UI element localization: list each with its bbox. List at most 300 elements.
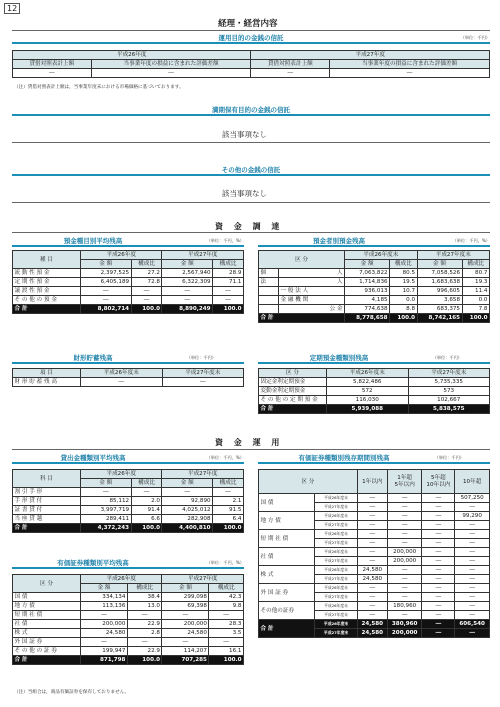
maturity-cell: ― bbox=[422, 611, 455, 620]
maturity-cell: ― bbox=[422, 503, 455, 512]
sec-type-unit: （単位：千円，%） bbox=[206, 560, 244, 565]
loan-type-table bbox=[12, 469, 244, 533]
table-cell: ― bbox=[209, 638, 244, 647]
maturity-cell: ― bbox=[357, 548, 387, 557]
table-cell: 変動金利定期預金 bbox=[259, 387, 327, 396]
dep-type-amt: 金 額 bbox=[81, 260, 132, 269]
loan-type-amt: 金 額 bbox=[162, 479, 213, 488]
table-cell: 200,000 bbox=[162, 620, 209, 629]
sum-cell: 合 計 bbox=[259, 314, 345, 323]
sum-cell: 合 計 bbox=[259, 405, 327, 414]
maturity-cell: ― bbox=[357, 521, 387, 530]
maturity-cell: ― bbox=[422, 593, 455, 602]
sec-type-amt: 金 額 bbox=[81, 584, 128, 593]
table-cell: ― bbox=[213, 488, 244, 497]
maturity-period-label: 平成26年度末 bbox=[315, 530, 357, 539]
table-cell: 地 方 債 bbox=[13, 602, 81, 611]
table-cell: 38.4 bbox=[127, 593, 162, 602]
maturity-cell: ― bbox=[387, 512, 422, 521]
maturity-period-label: 平成27年度末 bbox=[315, 575, 357, 584]
sum-cell: 100.0 bbox=[131, 524, 162, 533]
bond-header bbox=[12, 352, 244, 364]
maturity-col: 5年超 10年以内 bbox=[422, 470, 455, 494]
time-dep-title: 定期預金種類別残高 bbox=[309, 354, 369, 362]
sum-cell: 100.0 bbox=[127, 656, 162, 665]
table-cell: ― bbox=[209, 611, 244, 620]
dep-holder-table bbox=[258, 250, 490, 323]
table-cell: 2.1 bbox=[213, 497, 244, 506]
table-row bbox=[259, 566, 490, 575]
table-cell: ― bbox=[127, 611, 162, 620]
bond-unit: （単位：千円） bbox=[186, 355, 216, 360]
table-cell: 1,683,638 bbox=[417, 278, 462, 287]
maturity-cell: 180,960 bbox=[387, 602, 422, 611]
table-cell: そ の 他 の 預 金 bbox=[13, 296, 81, 305]
maturity-period-label: 平成26年度末 bbox=[315, 584, 357, 593]
maturity-cell: ― bbox=[357, 539, 387, 548]
table-cell: 10.7 bbox=[390, 287, 417, 296]
table-cell: 4,185 bbox=[345, 296, 390, 305]
maturity-cell: ― bbox=[357, 494, 387, 503]
maturity-cell: ― bbox=[422, 530, 455, 539]
table-cell: 24,580 bbox=[81, 629, 128, 638]
sec-type-amt: 金 額 bbox=[162, 584, 209, 593]
dep-type-h26: 平成26年度 bbox=[81, 251, 162, 260]
table-cell: 法 bbox=[259, 278, 279, 287]
table-cell: 19.3 bbox=[462, 278, 490, 287]
maturity-cell: 200,000 bbox=[387, 548, 422, 557]
maturity-cell: ― bbox=[357, 512, 387, 521]
table-cell: 国 債 bbox=[13, 593, 81, 602]
table-cell: 91.4 bbox=[131, 506, 162, 515]
sum-cell: 5,838,575 bbox=[408, 405, 490, 414]
time-dep-col: 平成27年度末 bbox=[408, 369, 490, 378]
maturity-cell: ― bbox=[455, 611, 490, 620]
maturity-period-label: 平成26年度末 bbox=[315, 512, 357, 521]
fair-col: 当事業年度の損益に含まれた評価差額 bbox=[91, 60, 251, 69]
maturity-cell: ― bbox=[422, 602, 455, 611]
other-text: 該当事項なし bbox=[222, 189, 267, 198]
table-cell: 996,605 bbox=[417, 287, 462, 296]
maturity-col: 10年超 bbox=[455, 470, 490, 494]
hold-text: 該当事項なし bbox=[222, 130, 267, 139]
dep-holder-header bbox=[258, 235, 490, 247]
table-cell: 8.8 bbox=[390, 305, 417, 314]
table-cell: 2,567,940 bbox=[162, 269, 213, 278]
maturity-row-name: 社 債 bbox=[259, 548, 315, 566]
time-dep-header bbox=[258, 352, 490, 364]
maturity-cell: ― bbox=[387, 521, 422, 530]
table-cell: 80.7 bbox=[462, 269, 490, 278]
loan-type-title: 貸出金種類別平均残高 bbox=[60, 454, 126, 462]
sec-type-title: 有価証券種類別平均残高 bbox=[57, 559, 129, 567]
maturity-cell: ― bbox=[455, 602, 490, 611]
table-cell: 流 動 性 預 金 bbox=[13, 269, 81, 278]
maturity-cell: ― bbox=[387, 593, 422, 602]
maturity-period-label: 平成27年度末 bbox=[315, 557, 357, 566]
fair-note: （注）貸借対照表計上額は，当事業年度末における市場価格に基づいております。 bbox=[14, 85, 184, 90]
maturity-cell: ― bbox=[422, 548, 455, 557]
maturity-cell: ― bbox=[455, 530, 490, 539]
fair-h26: 平成26年度 bbox=[13, 51, 251, 60]
table-cell: 個 bbox=[259, 269, 279, 278]
table-cell: ― bbox=[162, 638, 209, 647]
maturity-row-name: 地 方 債 bbox=[259, 512, 315, 530]
fair-table bbox=[12, 50, 490, 78]
table-cell: ― bbox=[81, 638, 128, 647]
fair-cell: ― bbox=[91, 69, 251, 78]
funding-section-title: 資 金 調 達 bbox=[215, 222, 284, 231]
loan-type-h26: 平成26年度 bbox=[81, 470, 162, 479]
table-cell: 16.1 bbox=[209, 647, 244, 656]
table-cell: 102,667 bbox=[408, 396, 490, 405]
maturity-cell: ― bbox=[387, 584, 422, 593]
maturity-cell: ― bbox=[357, 557, 387, 566]
table-cell: 7.8 bbox=[462, 305, 490, 314]
bond-title: 財形貯蓄残高 bbox=[73, 354, 113, 362]
table-cell: 936,013 bbox=[345, 287, 390, 296]
dep-type-title: 預金種目別平均残高 bbox=[63, 237, 123, 245]
table-cell: 証 書 貸 付 bbox=[13, 506, 81, 515]
maturity-cell: 200,000 bbox=[387, 629, 422, 638]
sum-cell: 100.0 bbox=[390, 314, 417, 323]
fair-col: 貸借対照表計上額 bbox=[13, 60, 92, 69]
table-cell: ― bbox=[81, 296, 132, 305]
table-cell bbox=[259, 287, 279, 296]
table-cell: 6,322,309 bbox=[162, 278, 213, 287]
table-cell: ― bbox=[81, 378, 163, 387]
maturity-col: 区 分 bbox=[259, 470, 358, 494]
maturity-cell: ― bbox=[455, 575, 490, 584]
loan-type-amt: 金 額 bbox=[81, 479, 132, 488]
time-dep-col: 平成26年度末 bbox=[327, 369, 409, 378]
maturity-period-label: 平成27年度末 bbox=[315, 611, 357, 620]
time-dep-unit: （単位：千円） bbox=[432, 355, 462, 360]
other-header bbox=[12, 164, 490, 176]
sum-cell: 5,939,088 bbox=[327, 405, 409, 414]
table-cell: 人 bbox=[279, 269, 345, 278]
fair-cell: ― bbox=[330, 69, 490, 78]
sec-type-ratio: 構成比 bbox=[209, 584, 244, 593]
maturity-period-label: 平成26年度末 bbox=[315, 620, 357, 629]
maturity-cell: ― bbox=[387, 494, 422, 503]
loan-type-h27: 平成27年度 bbox=[162, 470, 244, 479]
table-cell: 2.0 bbox=[131, 497, 162, 506]
dep-holder-amt: 金 額 bbox=[417, 260, 462, 269]
dep-holder-title: 預金者別預金残高 bbox=[313, 237, 365, 245]
maturity-cell: ― bbox=[422, 620, 455, 629]
maturity-cell: ― bbox=[455, 566, 490, 575]
maturity-cell: 507,250 bbox=[455, 494, 490, 503]
sum-cell: 8,802,714 bbox=[81, 305, 132, 314]
table-cell: 72.8 bbox=[131, 278, 162, 287]
other-rule bbox=[12, 202, 490, 203]
sum-cell: 871,798 bbox=[81, 656, 128, 665]
table-cell: 財 形 貯 蓄 残 高 bbox=[13, 378, 81, 387]
table-cell: 6,405,189 bbox=[81, 278, 132, 287]
table-row bbox=[259, 602, 490, 611]
table-cell: 固定金利定期預金 bbox=[259, 378, 327, 387]
maturity-row-name: その他の証券 bbox=[259, 602, 315, 620]
table-cell: 774,638 bbox=[345, 305, 390, 314]
table-cell: 0.0 bbox=[390, 296, 417, 305]
table-cell: 289,411 bbox=[81, 515, 132, 524]
table-cell: 27.2 bbox=[131, 269, 162, 278]
hold-rule bbox=[12, 142, 490, 143]
table-cell: ― bbox=[131, 296, 162, 305]
maturity-cell: ― bbox=[357, 611, 387, 620]
table-cell: ― bbox=[81, 488, 132, 497]
maturity-header bbox=[258, 452, 490, 464]
maturity-cell: ― bbox=[422, 539, 455, 548]
table-cell: 28.9 bbox=[213, 269, 244, 278]
table-cell: 22.9 bbox=[127, 620, 162, 629]
sec-type-ratio: 構成比 bbox=[127, 584, 162, 593]
maturity-cell: ― bbox=[357, 602, 387, 611]
dep-holder-amt: 金 額 bbox=[345, 260, 390, 269]
table-cell: 19.5 bbox=[390, 278, 417, 287]
sum-cell: 4,372,243 bbox=[81, 524, 132, 533]
table-row bbox=[259, 512, 490, 521]
table-cell: 80.5 bbox=[390, 269, 417, 278]
sum-cell: 8,742,165 bbox=[417, 314, 462, 323]
table-cell: 114,207 bbox=[162, 647, 209, 656]
dep-type-unit: （単位：千円，%） bbox=[206, 238, 244, 243]
table-cell: 1,714,836 bbox=[345, 278, 390, 287]
sum-cell: 707,285 bbox=[162, 656, 209, 665]
sec-type-table bbox=[12, 574, 244, 665]
table-cell: 定 期 性 預 金 bbox=[13, 278, 81, 287]
dep-type-h27: 平成27年度 bbox=[162, 251, 244, 260]
title-rule bbox=[12, 30, 490, 31]
table-cell: ― bbox=[131, 488, 162, 497]
maturity-cell: ― bbox=[357, 584, 387, 593]
dep-type-amt: 金 額 bbox=[162, 260, 213, 269]
sec-type-h27: 平成27年度 bbox=[162, 575, 244, 584]
table-cell: ― bbox=[162, 287, 213, 296]
maturity-cell: 99,290 bbox=[455, 512, 490, 521]
table-cell: 5,822,486 bbox=[327, 378, 409, 387]
maturity-cell: ― bbox=[387, 539, 422, 548]
table-cell: 92,890 bbox=[162, 497, 213, 506]
table-cell: ― bbox=[127, 638, 162, 647]
table-cell: 9.8 bbox=[209, 602, 244, 611]
maturity-cell: 24,580 bbox=[357, 566, 387, 575]
dep-holder-h26: 平成26年度末 bbox=[345, 251, 417, 260]
table-cell: ― bbox=[81, 287, 132, 296]
loan-type-head: 科 目 bbox=[13, 470, 81, 488]
sum-cell: 100.0 bbox=[131, 305, 162, 314]
sec-type-h26: 平成26年度 bbox=[81, 575, 162, 584]
table-cell: 公 金 bbox=[279, 305, 345, 314]
fair-cell: ― bbox=[13, 69, 92, 78]
maturity-period-label: 平成27年度末 bbox=[315, 593, 357, 602]
sum-cell: 8,778,658 bbox=[345, 314, 390, 323]
sec-type-note: （注）当組合は，商品有価証券を保有しておりません。 bbox=[14, 690, 130, 695]
maturity-cell: ― bbox=[422, 557, 455, 566]
maturity-cell: 380,960 bbox=[387, 620, 422, 629]
table-cell: 7,063,822 bbox=[345, 269, 390, 278]
sum-cell: 100.0 bbox=[209, 656, 244, 665]
table-cell: 短 期 社 債 bbox=[13, 611, 81, 620]
maturity-cell: ― bbox=[387, 530, 422, 539]
maturity-cell: 200,000 bbox=[387, 557, 422, 566]
table-cell: 手 形 貸 付 bbox=[13, 497, 81, 506]
dep-holder-ratio: 構成比 bbox=[462, 260, 490, 269]
fair-col: 貸借対照表計上額 bbox=[251, 60, 330, 69]
table-cell: 42.3 bbox=[209, 593, 244, 602]
table-cell: 2.8 bbox=[127, 629, 162, 638]
maturity-row-name: 株 式 bbox=[259, 566, 315, 584]
table-cell: 5,735,335 bbox=[408, 378, 490, 387]
table-cell: 334,134 bbox=[81, 593, 128, 602]
loan-type-header bbox=[12, 452, 244, 464]
dep-type-head: 種 目 bbox=[13, 251, 81, 269]
maturity-cell: ― bbox=[422, 629, 455, 638]
maturity-period-label: 平成26年度末 bbox=[315, 548, 357, 557]
sum-cell: 100.0 bbox=[462, 314, 490, 323]
table-cell: ― bbox=[131, 287, 162, 296]
maturity-cell: ― bbox=[455, 521, 490, 530]
table-cell: ― bbox=[213, 296, 244, 305]
sec-type-header bbox=[12, 557, 244, 569]
sec-type-head: 区 分 bbox=[13, 575, 81, 593]
table-cell: 割 引 手 形 bbox=[13, 488, 81, 497]
bond-col: 平成26年度末 bbox=[81, 369, 163, 378]
page-number: 12 bbox=[4, 3, 20, 14]
dep-type-ratio: 構成比 bbox=[213, 260, 244, 269]
table-cell: 6.6 bbox=[131, 515, 162, 524]
maturity-col: 1年以内 bbox=[357, 470, 387, 494]
table-cell: 85,112 bbox=[81, 497, 132, 506]
table-cell: ― bbox=[81, 611, 128, 620]
hold-title: 満期保有目的の金銭の信託 bbox=[212, 106, 290, 114]
dep-type-table bbox=[12, 250, 244, 314]
funding-rule bbox=[12, 232, 490, 233]
table-cell: 金 融 機 関 bbox=[279, 296, 345, 305]
table-row bbox=[259, 620, 490, 629]
table-cell: 299,098 bbox=[162, 593, 209, 602]
table-cell: 一 般 法 人 bbox=[279, 287, 345, 296]
table-cell: 4,025,012 bbox=[162, 506, 213, 515]
maturity-cell: ― bbox=[455, 629, 490, 638]
dep-type-header bbox=[12, 235, 244, 247]
maturity-title: 有価証券種類別残存期間別残高 bbox=[298, 454, 390, 462]
table-cell: ― bbox=[162, 378, 244, 387]
maturity-cell: ― bbox=[455, 584, 490, 593]
maturity-cell: 24,580 bbox=[357, 629, 387, 638]
table-cell: 22.9 bbox=[127, 647, 162, 656]
table-cell: 外 国 証 券 bbox=[13, 638, 81, 647]
maturity-period-label: 平成27年度末 bbox=[315, 503, 357, 512]
fair-cell: ― bbox=[251, 69, 330, 78]
maturity-cell: ― bbox=[422, 584, 455, 593]
maturity-cell: ― bbox=[357, 593, 387, 602]
table-row bbox=[259, 494, 490, 503]
table-cell: 3.5 bbox=[209, 629, 244, 638]
hold-header bbox=[12, 104, 490, 116]
maturity-col: 1年超 5年以内 bbox=[387, 470, 422, 494]
maturity-cell: 606,540 bbox=[455, 620, 490, 629]
table-cell: 28.3 bbox=[209, 620, 244, 629]
maturity-period-label: 平成26年度末 bbox=[315, 602, 357, 611]
table-cell: 3,658 bbox=[417, 296, 462, 305]
table-cell: ― bbox=[162, 488, 213, 497]
table-cell: 2,397,525 bbox=[81, 269, 132, 278]
maturity-cell: ― bbox=[387, 503, 422, 512]
table-cell: 当 座 貸 越 bbox=[13, 515, 81, 524]
maturity-period-label: 平成26年度末 bbox=[315, 494, 357, 503]
sum-cell: 100.0 bbox=[213, 305, 244, 314]
maturity-period-label: 平成26年度末 bbox=[315, 566, 357, 575]
maturity-table bbox=[258, 469, 490, 638]
table-cell bbox=[259, 305, 279, 314]
table-cell: 200,000 bbox=[81, 620, 128, 629]
table-cell: 113,136 bbox=[81, 602, 128, 611]
table-cell: 6.4 bbox=[213, 515, 244, 524]
table-cell: 0.0 bbox=[462, 296, 490, 305]
dep-holder-head: 区 分 bbox=[259, 251, 345, 269]
table-cell: 24,580 bbox=[162, 629, 209, 638]
table-cell: そ の 他 の 証 券 bbox=[13, 647, 81, 656]
sum-cell: 4,400,810 bbox=[162, 524, 213, 533]
maturity-period-label: 平成27年度末 bbox=[315, 539, 357, 548]
fair-h27: 平成27年度 bbox=[251, 51, 490, 60]
maturity-cell: 24,580 bbox=[357, 620, 387, 629]
table-cell: 116,030 bbox=[327, 396, 409, 405]
maturity-cell: ― bbox=[455, 539, 490, 548]
table-cell: 199,947 bbox=[81, 647, 128, 656]
bond-col: 項 目 bbox=[13, 369, 81, 378]
table-cell: 69,398 bbox=[162, 602, 209, 611]
table-cell: 13.0 bbox=[127, 602, 162, 611]
table-cell: 683,375 bbox=[417, 305, 462, 314]
sum-cell: 100.0 bbox=[213, 524, 244, 533]
table-cell: 譲 渡 性 預 金 bbox=[13, 287, 81, 296]
dep-holder-h27: 平成27年度末 bbox=[417, 251, 489, 260]
sum-cell: 合 計 bbox=[13, 305, 81, 314]
table-cell: 7,058,526 bbox=[417, 269, 462, 278]
maturity-cell: ― bbox=[455, 593, 490, 602]
table-cell: 3,997,719 bbox=[81, 506, 132, 515]
table-row bbox=[259, 584, 490, 593]
maturity-cell: ― bbox=[387, 566, 422, 575]
table-cell: ― bbox=[162, 296, 213, 305]
maturity-period-label: 平成27年度末 bbox=[315, 521, 357, 530]
table-cell: 71.1 bbox=[213, 278, 244, 287]
maturity-unit: （単位：千円） bbox=[434, 455, 464, 460]
time-dep-table bbox=[258, 368, 490, 414]
maturity-row-name: 合 計 bbox=[259, 620, 315, 638]
use-rule bbox=[12, 449, 490, 450]
loan-type-ratio: 構成比 bbox=[213, 479, 244, 488]
maturity-cell: ― bbox=[387, 575, 422, 584]
bond-col: 平成27年度末 bbox=[162, 369, 244, 378]
maturity-cell: ― bbox=[422, 521, 455, 530]
table-cell: 573 bbox=[408, 387, 490, 396]
time-dep-col: 区 分 bbox=[259, 369, 327, 378]
maturity-cell: ― bbox=[357, 503, 387, 512]
sum-cell: 合 計 bbox=[13, 524, 81, 533]
maturity-row-name: 外 国 証 券 bbox=[259, 584, 315, 602]
table-cell: 11.4 bbox=[462, 287, 490, 296]
maturity-cell: ― bbox=[357, 530, 387, 539]
maturity-cell: ― bbox=[422, 566, 455, 575]
maturity-cell: ― bbox=[422, 512, 455, 521]
table-cell: ― bbox=[162, 611, 209, 620]
sum-cell: 8,890,249 bbox=[162, 305, 213, 314]
loan-type-ratio: 構成比 bbox=[131, 479, 162, 488]
